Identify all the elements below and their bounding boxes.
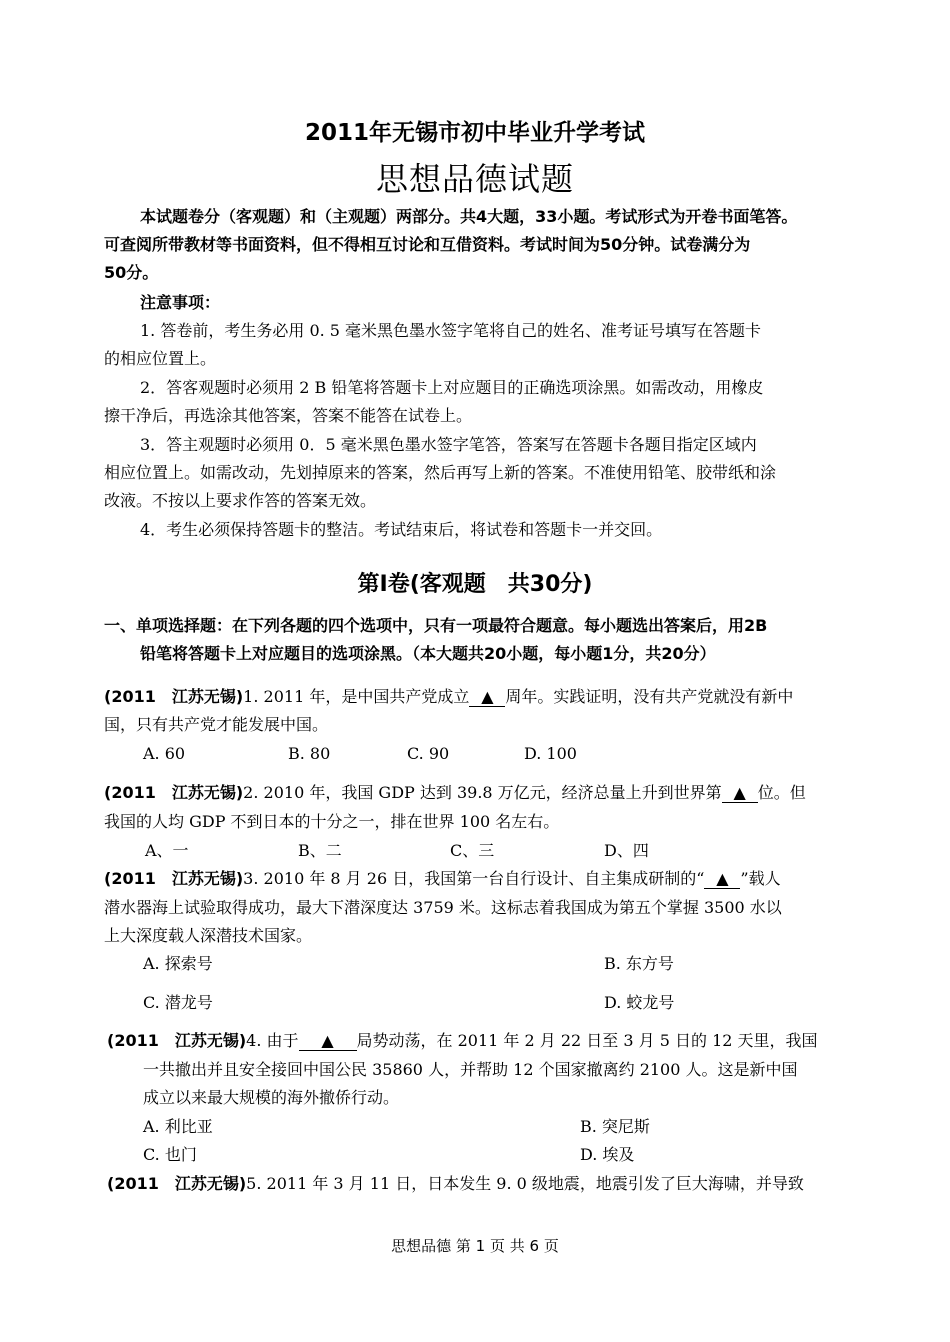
intro-line-3: 50分。 xyxy=(104,263,159,282)
question-3-line-3: 上大深度载人深潜技术国家。 xyxy=(104,926,313,945)
note-3b: 相应位置上。如需改动，先划掉原来的答案，然后再写上新的答案。不准使用铅笔、胶带纸和涂 xyxy=(104,463,777,482)
page-footer: 思想品德 第 1 页 共 6 页 xyxy=(391,1237,559,1255)
notes-heading: 注意事项： xyxy=(140,293,221,312)
question-4-blank: ▲ xyxy=(299,1032,357,1051)
question-4-option-b: B. 突尼斯 xyxy=(580,1117,650,1136)
question-4-line-3: 成立以来最大规模的海外撤侨行动。 xyxy=(143,1088,400,1107)
question-1-text-a: 1. 2011 年，是中国共产党成立 xyxy=(243,687,470,706)
note-3c: 改液。不按以上要求作答的答案无效。 xyxy=(104,491,377,510)
question-1-text-b: 周年。实践证明，没有共产党就没有新中 xyxy=(505,687,794,706)
section-instruction-b: 铅笔将答题卡上对应题目的选项涂黑。（本大题共20小题，每小题1分，共20分） xyxy=(140,644,716,663)
question-3-text-a: 3. 2010 年 8 月 26 日，我国第一台自行设计、自主集成研制的“ xyxy=(243,869,705,888)
question-3-blank: ▲ xyxy=(704,870,740,889)
question-4-source: (2011 江苏无锡) xyxy=(107,1031,247,1050)
exam-title: 2011年无锡市初中毕业升学考试 xyxy=(304,120,645,146)
question-4-line-1 xyxy=(107,1030,818,1052)
question-1-option-c: C. 90 xyxy=(407,744,450,763)
question-4-text-a: 4. 由于 xyxy=(246,1031,299,1050)
question-2-blank: ▲ xyxy=(722,784,758,803)
question-4-line-2: 一共撤出并且安全接回中国公民 35860 人，并帮助 12 个国家撤离约 2100 人。这是新中国 xyxy=(143,1060,798,1079)
question-3-line-1 xyxy=(104,868,781,890)
note-2b: 擦干净后，再选涂其他答案，答案不能答在试卷上。 xyxy=(104,406,473,425)
note-1a: 1. 答卷前，考生务必用 0. 5 毫米黑色墨水签字笔将自己的姓名、准考证号填写在答题卡 xyxy=(140,321,762,340)
question-5-text-a: 5. 2011 年 3 月 11 日，日本发生 9. 0 级地震，地震引发了巨大海啸，并导致 xyxy=(246,1174,804,1193)
question-4-option-d: D. 埃及 xyxy=(580,1145,635,1164)
question-5-source: (2011 江苏无锡) xyxy=(107,1174,247,1193)
note-2a: 2．答客观题时必须用 2 B 铅笔将答题卡上对应题目的正确选项涂黑。如需改动，用橡皮 xyxy=(140,378,764,397)
question-4-text-b: 局势动荡，在 2011 年 2 月 22 日至 3 月 5 日的 12 天里，我国 xyxy=(356,1031,818,1050)
question-2-option-b: B、二 xyxy=(298,841,342,860)
question-1-option-b: B. 80 xyxy=(288,744,331,763)
question-1-source: (2011 江苏无锡) xyxy=(104,687,244,706)
note-3a: 3．答主观题时必须用 0．5 毫米黑色墨水签字笔答，答案写在答题卡各题目指定区域内 xyxy=(140,435,757,454)
note-4: 4．考生必须保持答题卡的整洁。考试结束后，将试卷和答题卡一并交回。 xyxy=(140,520,663,539)
question-1-blank: ▲ xyxy=(469,688,505,707)
section-title: 第Ⅰ卷(客观题 共30分) xyxy=(357,572,593,597)
question-2-option-a: A、一 xyxy=(145,841,189,860)
note-1b: 的相应位置上。 xyxy=(104,349,217,368)
question-5-line-1 xyxy=(107,1173,804,1195)
question-3-option-c: C. 潜龙号 xyxy=(143,993,213,1012)
exam-subtitle: 思想品德试题 xyxy=(375,160,574,198)
intro-line-1: 本试题卷分（客观题）和（主观题）两部分。共4大题，33小题。考试形式为开卷书面笔答。 xyxy=(140,207,798,226)
question-3-option-a: A. 探索号 xyxy=(143,954,213,973)
question-2-text-a: 2. 2010 年，我国 GDP 达到 39.8 万亿元，经济总量上升到世界第 xyxy=(243,783,722,802)
question-2-text-b: 位。但 xyxy=(757,783,806,802)
question-1-line-2: 国，只有共产党才能发展中国。 xyxy=(104,715,329,734)
question-2-line-2: 我国的人均 GDP 不到日本的十分之一，排在世界 100 名左右。 xyxy=(104,812,560,831)
question-3-text-b: ”载人 xyxy=(740,869,781,888)
question-4-option-c: C. 也门 xyxy=(143,1145,197,1164)
question-3-line-2: 潜水器海上试验取得成功，最大下潜深度达 3759 米。这标志着我国成为第五个掌握 3500 水以 xyxy=(104,898,782,917)
intro-line-2: 可查阅所带教材等书面资料，但不得相互讨论和互借资料。考试时间为50分钟。试卷满分为 xyxy=(104,235,751,254)
question-2-option-d: D、四 xyxy=(604,841,649,860)
question-3-source: (2011 江苏无锡) xyxy=(104,869,244,888)
section-instruction-a: 一、单项选择题：在下列各题的四个选项中，只有一项最符合题意。每小题选出答案后，用2B xyxy=(104,616,768,635)
question-3-option-b: B. 东方号 xyxy=(604,954,674,973)
question-2-source: (2011 江苏无锡) xyxy=(104,783,244,802)
question-2-line-1 xyxy=(104,782,806,804)
question-1-option-d: D. 100 xyxy=(524,744,577,763)
question-3-option-d: D. 蛟龙号 xyxy=(604,993,675,1012)
question-1-option-a: A. 60 xyxy=(143,744,186,763)
question-2-option-c: C、三 xyxy=(450,841,495,860)
question-4-option-a: A. 利比亚 xyxy=(143,1117,213,1136)
question-1-line-1 xyxy=(104,686,793,708)
